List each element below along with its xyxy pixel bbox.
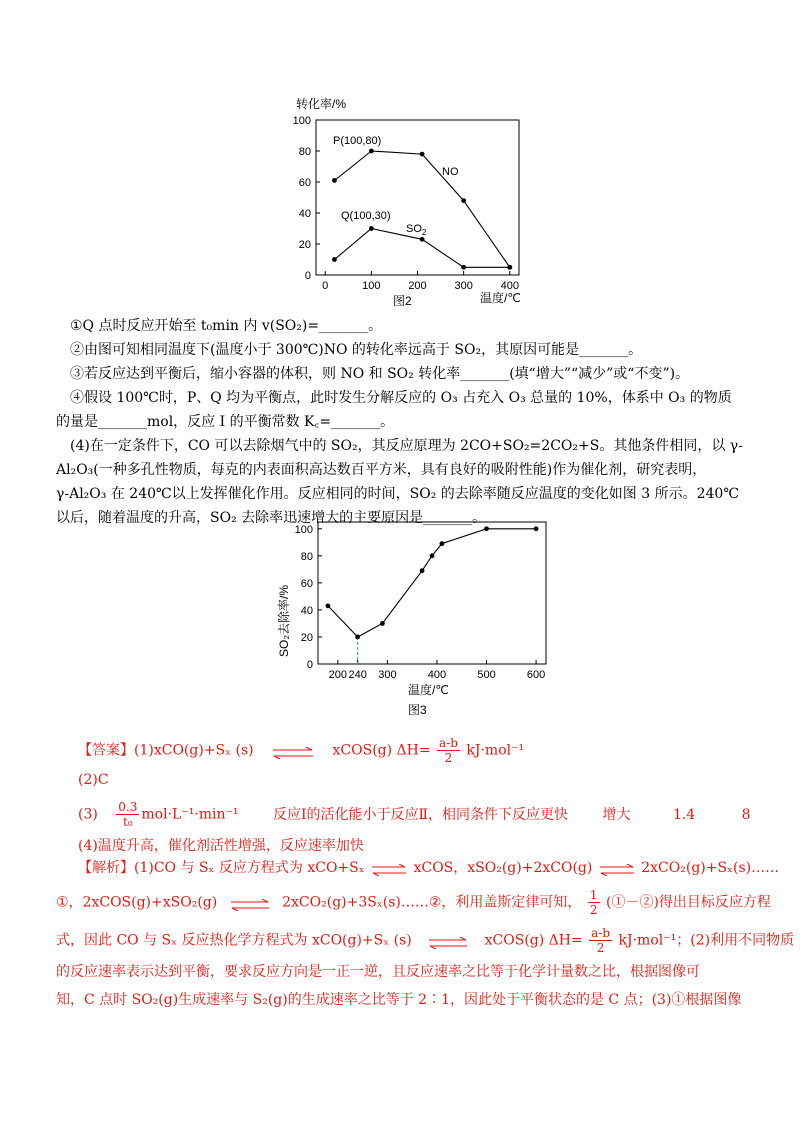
analysis-line-5: 知，C 点时 SO₂(g)生成速率与 S₂(g)的生成速率之比等于 2∶1，因此处于平衡状态的是 C 点；(3)①根据图像 [56, 992, 742, 1008]
part-4-line-1: (4)在一定条件下，CO 可以去除烟气中的 SO₂，其反应原理为 2CO+SO₂=2CO₂+S。其他条件相同，以 γ- [70, 438, 743, 454]
figure-2-chart [270, 90, 560, 315]
equilibrium-arrow-icon [230, 897, 270, 909]
part-4-line-2: Al₂O₃(一种多孔性物质，每克的内表面积高达数百平方米，具有良好的吸附性能)作为催化剂，研究表明， [56, 462, 707, 478]
answer-3-e: 8 [741, 806, 751, 823]
fig3-data-point [380, 621, 385, 626]
fig2-y-tick-label: 100 [292, 115, 311, 127]
answer-4: (4)温度升高，催化剂活性增强，反应速率加快 [78, 838, 364, 854]
fig3-x-tick-label: 200 [328, 669, 348, 681]
answer-1 [78, 736, 524, 765]
fig3-x-label: 温度/℃ [408, 683, 449, 697]
fig3-y-tick-label: 20 [300, 631, 313, 644]
analysis-1-mid: xCOS，xSO₂(g)+2xCO(g) [413, 860, 593, 876]
equilibrium-arrow-icon [428, 935, 468, 947]
answer-3-fraction: $\frac{0.3}{\text{t₀}}$ [118, 800, 138, 829]
analysis-2-pre: ①，2xCOS(g)+xSO₂(g) [56, 894, 218, 911]
answer-1-unit: kJ·mol⁻¹ [466, 742, 525, 759]
fig3-y-tick-label: 100 [294, 523, 313, 536]
answer-3 [78, 800, 751, 829]
answer-1-pre: 【答案】(1)xCO(g)+Sₓ (s) [78, 742, 254, 759]
fig3-x-tick-label: 300 [378, 669, 397, 681]
analysis-line-2 [56, 888, 771, 917]
fig3-data-point [440, 541, 445, 546]
analysis-3-fraction: $\frac{a-b}{2}$ [591, 926, 611, 955]
analysis-1-pre: 【解析】(1)CO 与 Sₓ 反应方程式为 xCO+Sₓ [78, 860, 365, 876]
fig2-x-tick-label: 200 [408, 280, 427, 292]
figure-3-chart [268, 516, 568, 721]
fig2-label-q: Q(100,30) [341, 210, 391, 222]
fig3-series-line-1 [328, 529, 536, 637]
question-3: ③若反应达到平衡后，缩小容器的体积，则 NO 和 SO₂ 转化率_______(填“增大”“减少”或“不变”)。 [70, 366, 690, 382]
fig2-y-tick-label: 40 [298, 208, 311, 220]
answer-1-fraction: $\frac{a-b}{2}$ [439, 736, 458, 765]
equilibrium-arrow-icon [371, 862, 407, 874]
fig2-x-tick-label: 0 [322, 280, 329, 292]
answer-3-c: 增大 [602, 806, 631, 823]
fig2-x-tick-label: 400 [500, 280, 519, 292]
fig3-x-tick-label: 600 [526, 669, 546, 681]
fig2-caption: 图2 [393, 294, 412, 308]
fig2-data-point [461, 265, 466, 270]
fig2-y-tick-label: 60 [298, 177, 311, 189]
fig2-data-point [420, 237, 425, 242]
fig3-frame [318, 522, 546, 664]
fig2-data-point [507, 265, 512, 270]
fig2-data-point [420, 152, 425, 157]
analysis-2-fraction: $\frac{1}{2}$ [589, 888, 598, 917]
fig3-y-tick-label: 0 [306, 659, 313, 671]
part-4-line-3: γ-Al₂O₃ 在 240℃以上发挥催化作用。反应相同的时间，SO₂ 的去除率随反应温度的变化如图 3 所示。240℃ [56, 486, 739, 502]
fig3-x-tick-label: 400 [427, 669, 447, 681]
fig2-data-point [369, 226, 374, 231]
analysis-2-mid: 2xCO₂(g)+3Sₓ(s)……②，利用盖斯定律可知， [282, 894, 582, 911]
fig2-label-so2: $SO_2$ [406, 223, 427, 237]
fig2-data-point [461, 198, 466, 203]
answer-3-unit: mol·L⁻¹·min⁻¹ [141, 806, 239, 823]
fig2-y-tick-label: 80 [298, 146, 311, 158]
fig2-label-p: P(100,80) [333, 135, 382, 147]
analysis-3-mid: xCOS(g) ΔH= [484, 932, 583, 949]
analysis-3-post: kJ·mol⁻¹；(2)利用不同物质 [618, 932, 795, 949]
question-4-line-1: ④假设 100℃时，P、Q 均为平衡点，此时发生分解反应的 O₃ 占充入 O₃ 总量的 10%，体系中 O₃ 的物质 [70, 390, 732, 406]
fig3-y-tick-label: 40 [300, 604, 313, 617]
fig3-data-point [420, 568, 425, 573]
analysis-line-4: 的反应速率表示达到平衡，要求反应方向是一正一逆，且反应速率之比等于化学计量数之比，根据图像可 [56, 964, 700, 980]
analysis-2-post: (①－②)得出目标反应方程 [605, 894, 771, 911]
question-4-line-2: 的量是_______mol，反应 I 的平衡常数 K꜀=_______。 [56, 414, 395, 430]
question-2: ②由图可知相同温度下(温度小于 300℃)NO 的转化率远高于 SO₂，其原因可能是_______。 [70, 342, 643, 358]
fig3-y-tick-label: 60 [300, 577, 313, 590]
answer-2: (2)C [78, 772, 109, 788]
fig2-label-no: NO [442, 166, 459, 178]
fig3-data-point [326, 603, 331, 608]
analysis-1-post: 2xCO₂(g)+Sₓ(s)…… [641, 860, 780, 876]
fig3-data-point [534, 526, 539, 531]
part-4-line-4: 以后，随着温度的升高，SO₂ 去除率迅速增大的主要原因是_______。 [56, 510, 487, 526]
fig3-data-point [355, 635, 360, 640]
fig2-y-tick-label: 0 [304, 270, 311, 282]
fig2-x-tick-label: 100 [362, 280, 381, 292]
fig3-caption: 图3 [408, 703, 427, 717]
fig3-y-label: SO₂去除率/% [277, 584, 291, 658]
answer-3-reason: 反应Ⅰ的活化能小于反应Ⅱ，相同条件下反应更快 [273, 806, 569, 823]
fig2-data-point [369, 149, 374, 154]
analysis-line-3 [56, 926, 794, 955]
analysis-line-1 [78, 858, 779, 878]
fig2-data-point [332, 178, 337, 183]
fig3-data-point [430, 553, 435, 558]
fig3-y-tick-label: 80 [300, 550, 313, 563]
equilibrium-arrow-icon [272, 745, 314, 757]
analysis-3-pre: 式，因此 CO 与 Sₓ 反应热化学方程式为 xCO(g)+Sₓ (s) [56, 932, 412, 949]
answer-3-pre: (3) [78, 806, 98, 823]
fig2-data-point [332, 257, 337, 262]
equilibrium-arrow-icon [599, 862, 635, 874]
fig3-data-point [484, 526, 489, 531]
fig2-y-label: 转化率/% [296, 97, 347, 111]
answer-1-mid: xCOS(g) ΔH= [332, 742, 431, 759]
answer-3-d: 1.4 [672, 806, 696, 823]
fig2-y-tick-label: 20 [298, 239, 311, 251]
question-1: ①Q 点时反应开始至 t₀min 内 v(SO₂)=_______。 [70, 318, 383, 334]
fig2-x-tick-label: 300 [454, 280, 473, 292]
fig2-x-label: 温度/℃ [480, 291, 521, 305]
fig3-x-tick-label: 240 [348, 669, 367, 681]
fig3-x-tick-label: 500 [477, 669, 496, 681]
